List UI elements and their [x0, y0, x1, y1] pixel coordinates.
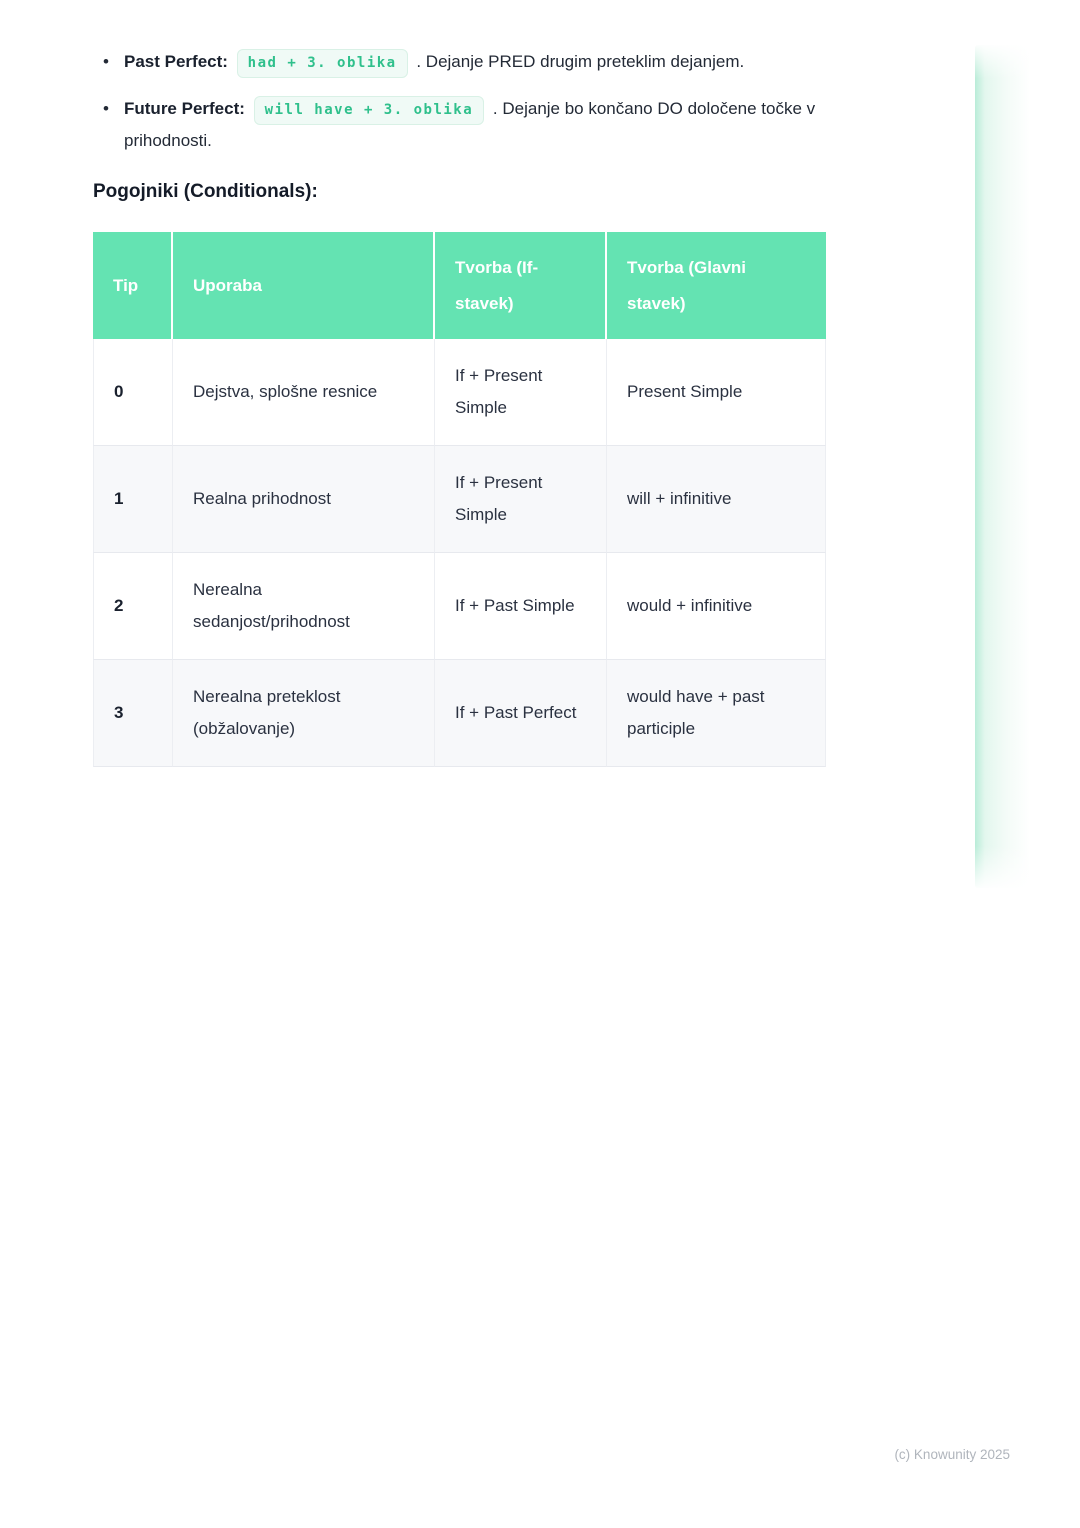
cell-tvorba-glavni: will + infinitive — [607, 446, 826, 553]
table-header-row — [93, 232, 826, 339]
cell-tvorba-if: If + Past Perfect — [435, 660, 607, 767]
cell-tvorba-if: If + Past Simple — [435, 553, 607, 660]
column-header-tip: Tip — [93, 232, 173, 339]
table-row — [93, 339, 826, 446]
footer-credit: (c) Knowunity 2025 — [894, 1447, 1010, 1462]
cell-tvorba-glavni: would have + past participle — [607, 660, 826, 767]
bullet-label: Past Perfect: — [124, 52, 228, 71]
decorative-gradient-strip — [975, 45, 1030, 888]
table-row — [93, 660, 826, 767]
bullet-text: . Dejanje PRED drugim preteklim dejanjem. — [416, 52, 745, 71]
cell-tvorba-glavni: would + infinitive — [607, 553, 826, 660]
cell-tip: 0 — [93, 339, 173, 446]
bullet-label: Future Perfect: — [124, 99, 245, 118]
cell-uporaba: Nerealna sedanjost/prihodnost — [173, 553, 435, 660]
code-chip: will have + 3. oblika — [254, 96, 485, 125]
cell-tip: 2 — [93, 553, 173, 660]
column-header-uporaba: Uporaba — [173, 232, 435, 339]
cell-tvorba-if: If + Present Simple — [435, 446, 607, 553]
section-heading: Pogojniki (Conditionals): — [93, 181, 318, 202]
bullet-text: . Dejanje bo končano DO določene točke v prihodnosti. — [124, 99, 816, 150]
table-row — [93, 553, 826, 660]
conditionals-table — [93, 232, 826, 767]
code-chip: had + 3. oblika — [237, 49, 408, 78]
cell-tip: 3 — [93, 660, 173, 767]
cell-tip: 1 — [93, 446, 173, 553]
table-row — [93, 446, 826, 553]
cell-tvorba-glavni: Present Simple — [607, 339, 826, 446]
cell-uporaba: Realna prihodnost — [173, 446, 435, 553]
list-item — [124, 93, 826, 156]
list-item — [124, 46, 826, 78]
column-header-tvorba-glavni: Tvorba (Glavni stavek) — [607, 232, 826, 339]
cell-uporaba: Dejstva, splošne resnice — [173, 339, 435, 446]
document-content — [93, 46, 826, 767]
cell-uporaba: Nerealna preteklost (obžalovanje) — [173, 660, 435, 767]
notes-list — [93, 46, 826, 156]
column-header-tvorba-if: Tvorba (If-stavek) — [435, 232, 607, 339]
cell-tvorba-if: If + Present Simple — [435, 339, 607, 446]
